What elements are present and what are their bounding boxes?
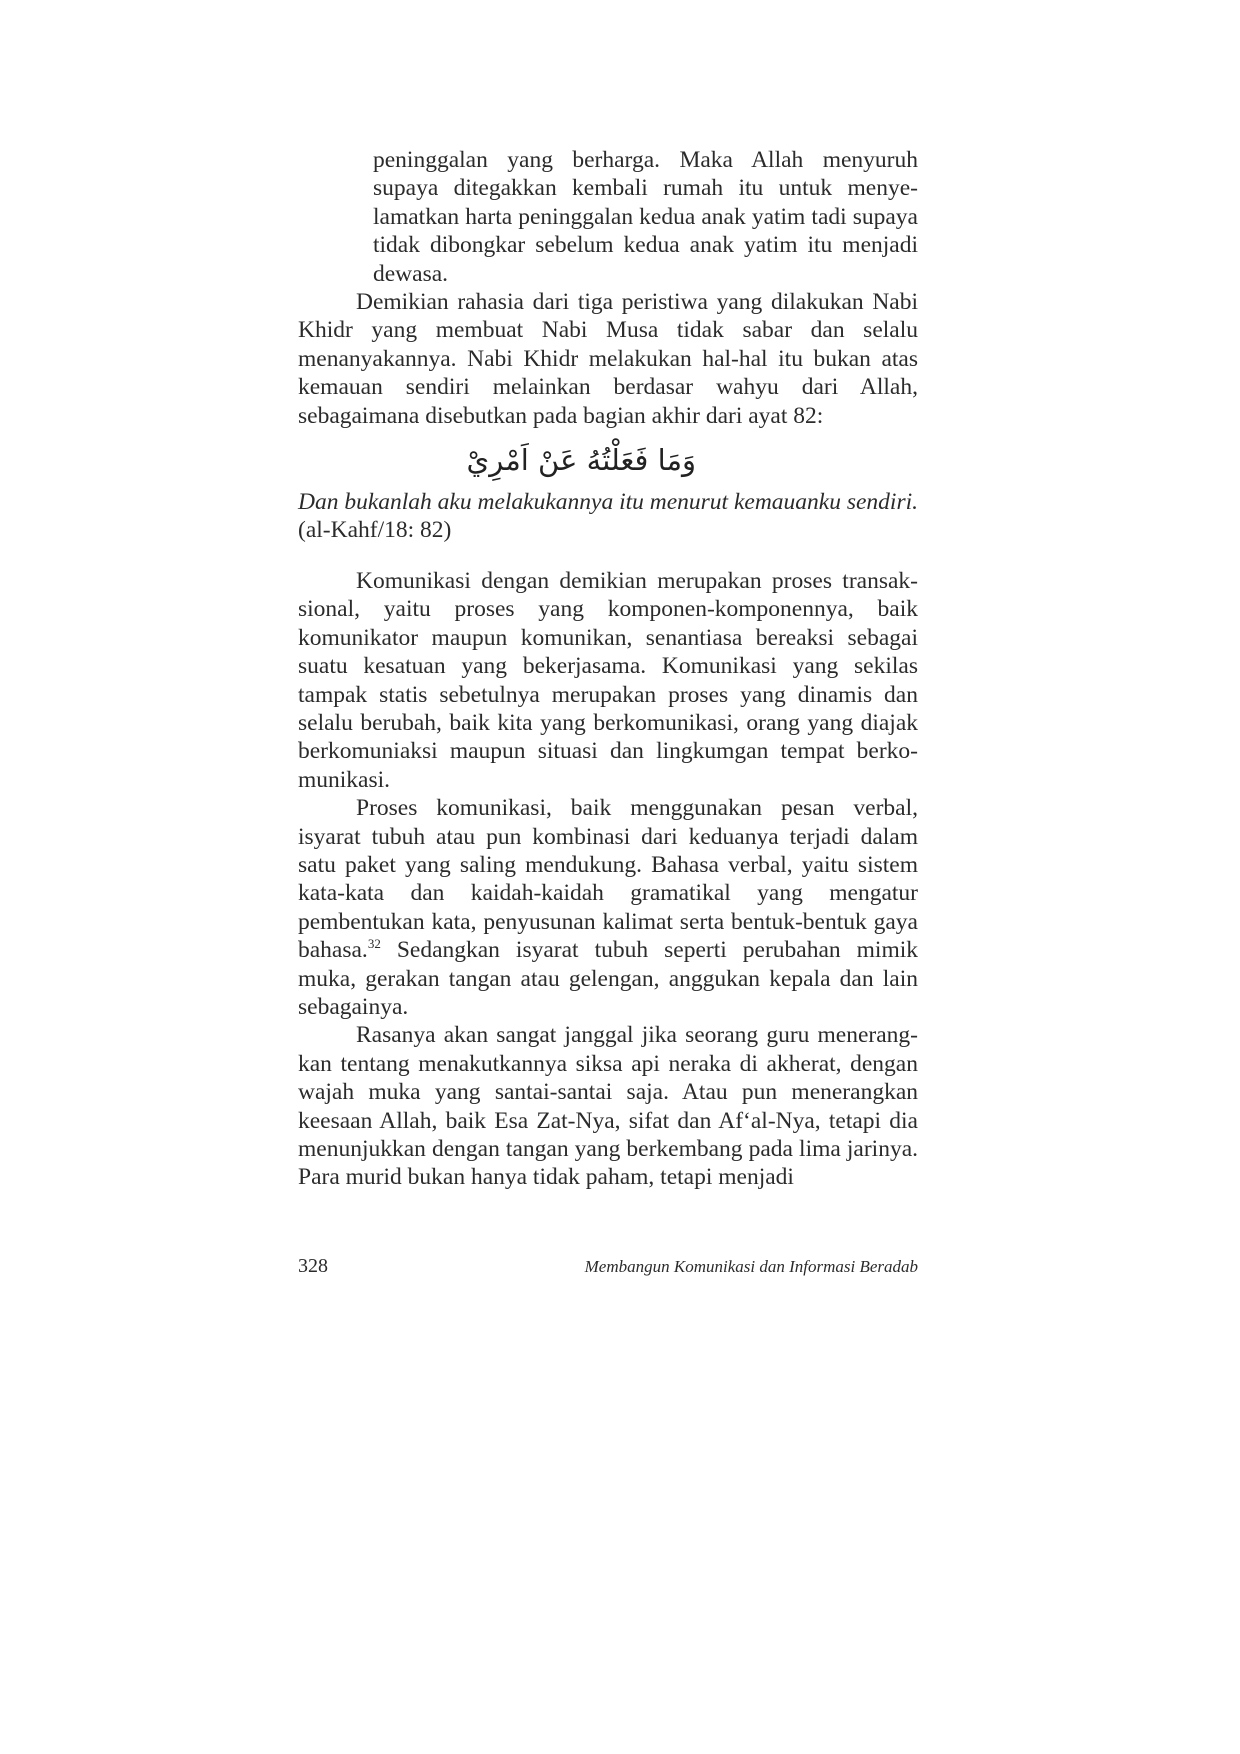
verse-reference: (al-Kahf/18: 82) — [298, 517, 452, 544]
verse-translation — [298, 488, 918, 545]
page-footer — [298, 1255, 918, 1278]
page-number: 328 — [298, 1255, 328, 1277]
body-paragraph-1: Demikian rahasia dari tiga peristiwa yang dilakukan Nabi Khidr yang membuat Nabi Musa tidak sabar dan selalu menanyakannya. Nabi Khidr melakukan hal-hal itu bukan atas kemauan sendiri melainkan berdasar wahyu dari Allah, sebagaimana disebutkan pada bagian akhir dari ayat 82: — [298, 289, 918, 429]
body-paragraph-2: Komunikasi dengan demikian merupakan proses transak-sional, yaitu proses yang komponen-komponennya, baik komunikator maupun komunikan, senantiasa bereaksi sebagai suatu kesatuan yang bekerjasama. Komunikasi yang sekilas tampak statis sebetulnya merupakan proses yang dinamis dan selalu berubah, baik kita yang berkomunikasi, orang yang diajak berkomuniaksi maupun situasi dan lingkumgan tempat berko-munikasi. — [298, 567, 918, 793]
footnote-reference[interactable]: 32 — [367, 936, 381, 952]
arabic-verse: وَمَا فَعَلْتُهُ عَنْ اَمْرِيْ — [466, 443, 696, 478]
paragraph-3-continuation: Sedangkan isyarat tubuh seperti perubahan mimik muka, gerakan tangan atau gelengan, anggukan kepala dan lain sebagainya. — [298, 937, 918, 1020]
translation-text: Dan bukanlah aku melakukannya itu menurut kemauanku sendiri. — [298, 489, 919, 516]
body-paragraph-3 — [298, 794, 918, 1021]
paragraph-3-text: Proses komunikasi, baik menggunakan pesan verbal, isyarat tubuh atau pun kombinasi dari keduanya terjadi dalam satu paket yang saling mendukung. Bahasa verbal, yaitu sistem kata-kata dan kaidah-kaidah gramatikal yang mengatur pembentukan kata, penyusunan kalimat serta bentuk-bentuk gaya bahasa. — [298, 795, 918, 964]
body-paragraph-4: Rasanya akan sangat janggal jika seorang guru menerang-kan tentang menakutkannya siksa api neraka di akherat, dengan wajah muka yang santai-santai saja. Atau pun menerangkan keesaan Allah, baik Esa Zat-Nya, sifat dan Af‘al-Nya, tetapi dia menunjukkan dengan tangan yang berkembang pada lima jarinya. Para murid bukan hanya tidak paham, tetapi menjadi — [298, 1022, 918, 1191]
indented-paragraph: peninggalan yang berharga. Maka Allah menyuruh supaya ditegakkan kembali rumah itu untuk menye-lamatkan harta peninggalan kedua anak yatim tadi supaya tidak dibongkar sebelum kedua anak yatim itu menjadi dewasa. — [373, 147, 918, 287]
page-content — [298, 146, 918, 1192]
running-title: Membangun Komunikasi dan Informasi Beradab — [584, 1257, 918, 1276]
